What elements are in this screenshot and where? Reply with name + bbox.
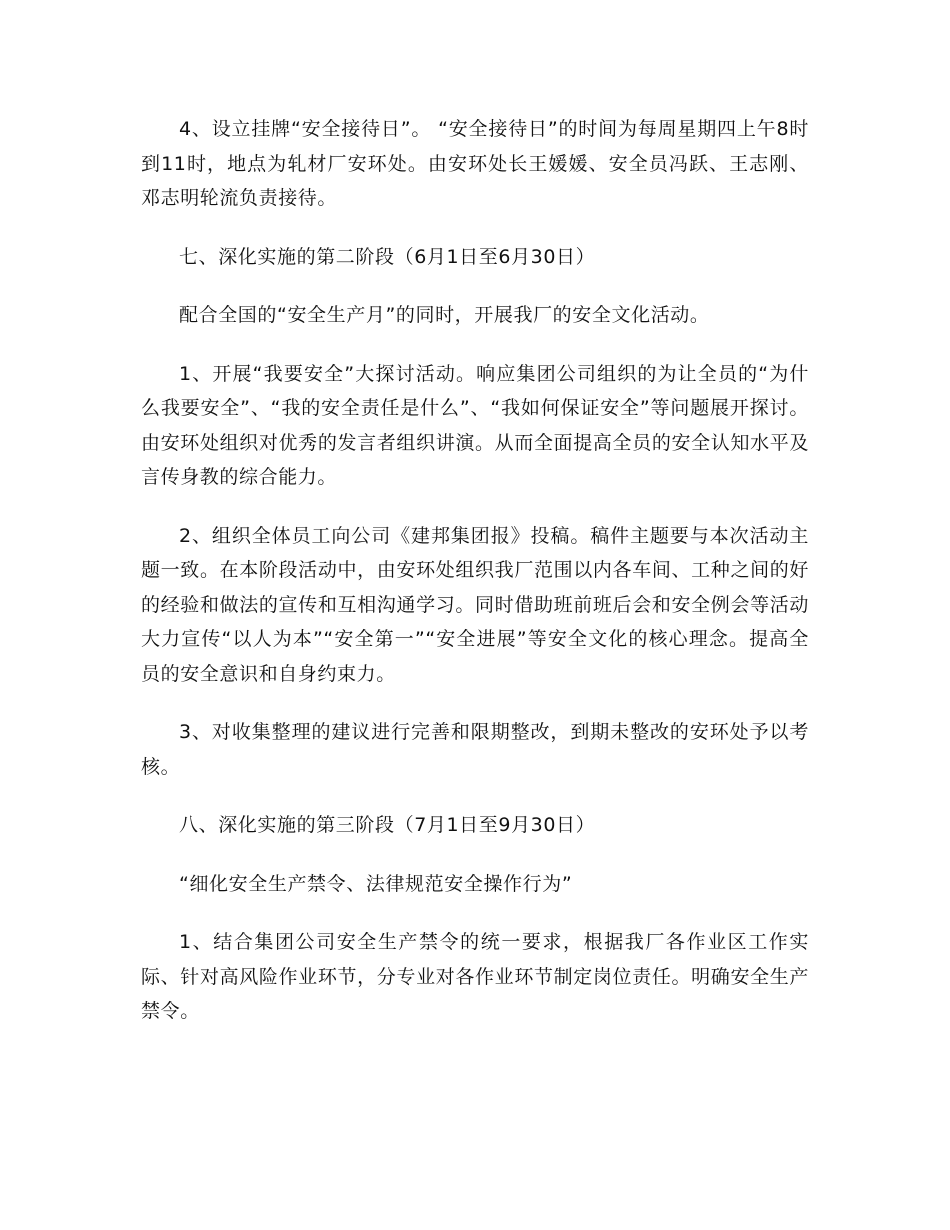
paragraph-rectification: 3、对收集整理的建议进行完善和限期整改，到期未整改的安环处予以考核。 <box>141 721 809 778</box>
paragraph-safety-month: 配合全国的“安全生产月”的同时，开展我厂的安全文化活动。 <box>179 304 710 326</box>
paragraph-reception-day: 4、设立挂牌“安全接待日”。 “安全接待日”的时间为每周星期四上午8时到11时，地点为轧材厂安环处。由安环处长王媛媛、安全员冯跃、王志刚、邓志明轮流负责接待。 <box>141 118 809 209</box>
paragraph-prohibitions: 1、结合集团公司安全生产禁令的统一要求，根据我厂各作业区工作实际、针对高风险作业环节，分专业对各作业环节制定岗位责任。明确安全生产禁令。 <box>141 931 809 1022</box>
paragraph-discussion-activity: 1、开展“我要安全”大探讨活动。响应集团公司组织的为让全员的“为什么我要安全”、“我的安全责任是什么”、“我如何保证安全”等问题展开探讨。由安环处组织对优秀的发言者组织讲演。从而全面提高全员的安全认知水平及言传身教的综合能力。 <box>141 362 809 488</box>
document-body <box>141 112 809 1053</box>
section-heading-stage-two: 七、深化实施的第二阶段（6月1日至6月30日） <box>179 245 596 268</box>
paragraph-stage-three-theme: “细化安全生产禁令、法律规范安全操作行为” <box>179 872 573 895</box>
section-heading-stage-three: 八、深化实施的第三阶段（7月1日至9月30日） <box>179 814 596 836</box>
paragraph-submissions: 2、组织全体员工向公司《建邦集团报》投稿。稿件主题要与本次活动主题一致。在本阶段活动中，由安环处组织我厂范围以内各车间、工种之间的好的经验和做法的宣传和互相沟通学习。同时借助班前班后会和安全例会等活动大力宣传“以人为本”“安全第一”“安全进展”等安全文化的核心理念。提高全员的安全意识和自身约束力。 <box>141 524 809 685</box>
